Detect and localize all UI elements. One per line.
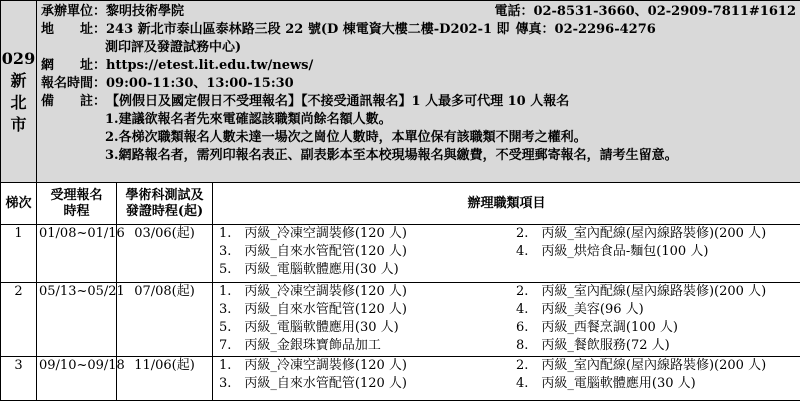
job-item: 5. 丙級_電腦軟體應用(30 人) — [219, 261, 516, 279]
items-list — [213, 225, 800, 279]
website-link[interactable]: https://etest.lit.edu.tw/news/ — [106, 57, 313, 75]
batch-number: 1 — [1, 225, 37, 283]
region-code: 029 — [1, 48, 36, 70]
address-continued: 測印評及發證試務中心) — [105, 39, 241, 57]
job-item: 4. 丙級_電腦軟體應用(30 人) — [516, 375, 800, 393]
job-item: 3. 丙級_自來水管配管(120 人) — [219, 375, 516, 393]
web-label: 網 址： — [41, 57, 106, 75]
job-item: 3. 丙級_自來水管配管(120 人) — [219, 243, 516, 261]
time-label: 報名時間： — [41, 75, 106, 93]
col-batch: 梯次 — [1, 183, 37, 225]
address: 243 新北市泰山區泰林路三段 22 號(D 棟電資大樓二樓-D202-1 即 — [106, 21, 510, 39]
items-cell — [213, 357, 800, 401]
note-label: 備 註： — [41, 93, 106, 111]
region-code-cell — [1, 1, 37, 183]
job-item: 1. 丙級_冷凍空調裝修(120 人) — [219, 283, 516, 301]
exam-date: 03/06(起) — [117, 225, 213, 283]
region-name-char-2: 北 — [1, 92, 36, 114]
col-exam — [117, 183, 213, 225]
batch-number: 2 — [1, 283, 37, 357]
table-row — [1, 283, 800, 357]
table-row — [1, 357, 800, 401]
note-2: 2.各梯次職類報名人數未達一場次之崗位人數時，本單位保有該職類不開考之權利。 — [105, 129, 587, 147]
info-block — [37, 1, 800, 183]
region-name-char-3: 市 — [1, 114, 36, 136]
registration-time: 09:00-11:30、13:00-15:30 — [106, 75, 294, 93]
note-1: 1.建議欲報名者先來電確認該職類尚餘名額人數。 — [105, 111, 392, 129]
items-cell — [213, 283, 800, 357]
table-row — [1, 225, 800, 283]
registration-period: 01/08~01/16 — [37, 225, 117, 283]
registration-period: 05/13~05/21 — [37, 283, 117, 357]
exam-date: 07/08(起) — [117, 283, 213, 357]
organizer: 黎明技術學院 — [106, 3, 184, 21]
note-main: 【例假日及國定假日不受理報名】【不接受通訊報名】1 人最多可代理 10 人報名 — [106, 93, 569, 111]
phone: 電話：02-8531-3660、02-2909-7811#1612 — [494, 3, 796, 21]
note-3: 3.網路報名者，需列印報名表正、副表影本至本校現場報名與繳費，不受理郵寄報名，請考生留意。 — [105, 147, 678, 165]
batch-number: 3 — [1, 357, 37, 401]
col-registration-line1: 受理報名 — [37, 188, 116, 204]
region-header — [1, 1, 800, 183]
job-item: 5. 丙級_電腦軟體應用(30 人) — [219, 319, 516, 337]
region-name-char-1: 新 — [1, 70, 36, 92]
col-registration-line2: 時程 — [37, 204, 116, 220]
job-item: 4. 丙級_烘焙食品-麵包(100 人) — [516, 243, 800, 261]
job-item: 4. 丙級_美容(96 人) — [516, 301, 800, 319]
job-item: 8. 丙級_餐飲服務(72 人) — [516, 337, 800, 355]
col-items: 辦理職類項目 — [213, 183, 800, 225]
registration-period: 09/10~09/18 — [37, 357, 117, 401]
job-item: 1. 丙級_冷凍空調裝修(120 人) — [219, 357, 516, 375]
address-label: 地 址： — [41, 21, 106, 39]
job-item: 2. 丙級_室內配線(屋內線路裝修)(200 人) — [516, 283, 800, 301]
items-list — [213, 357, 800, 393]
job-item: 6. 丙級_西餐烹調(100 人) — [516, 319, 800, 337]
col-registration — [37, 183, 117, 225]
job-item: 7. 丙級_金銀珠寶飾品加工 — [219, 337, 516, 355]
exam-date: 11/06(起) — [117, 357, 213, 401]
job-item: 2. 丙級_室內配線(屋內線路裝修)(200 人) — [516, 225, 800, 243]
items-cell — [213, 225, 800, 283]
column-header-row — [1, 183, 800, 225]
job-item: 3. 丙級_自來水管配管(120 人) — [219, 301, 516, 319]
fax: 傳真：02-2296-4276 — [516, 21, 656, 39]
job-item: 2. 丙級_室內配線(屋內線路裝修)(200 人) — [516, 357, 800, 375]
col-exam-line1: 學術科測試及 — [117, 188, 212, 204]
organizer-label: 承辦單位： — [41, 3, 106, 21]
job-item: 1. 丙級_冷凍空調裝修(120 人) — [219, 225, 516, 243]
col-exam-line2: 發證時程(起) — [117, 204, 212, 220]
items-list — [213, 283, 800, 355]
